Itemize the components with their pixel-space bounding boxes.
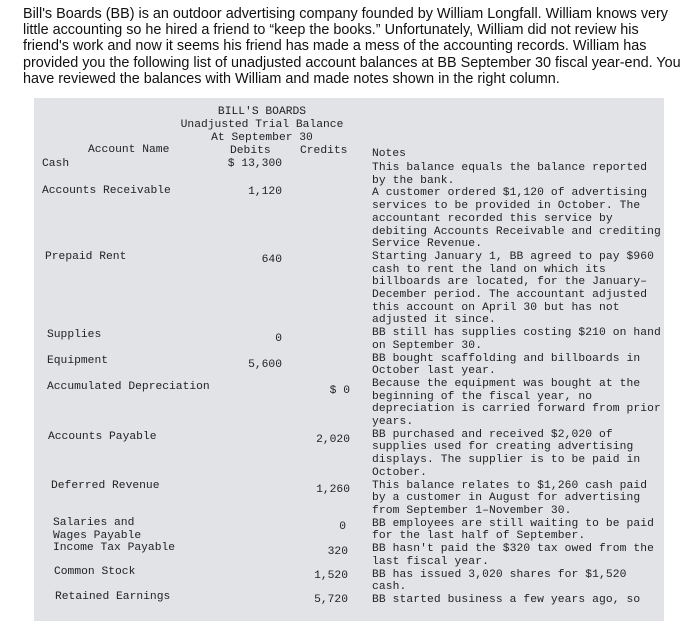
account-name: Retained Earnings xyxy=(55,591,171,603)
account-name: Common Stock xyxy=(54,566,136,578)
account-name: Accounts Receivable xyxy=(42,185,171,197)
account-name: Income Tax Payable xyxy=(53,542,176,554)
account-name: Accounts Payable xyxy=(48,431,157,443)
note: This balance relates to $1,260 cash paid by a customer in August for advertising from September 1–November 30. xyxy=(372,479,648,517)
account-name: Supplies xyxy=(47,329,102,341)
trial-balance-table: BILL'S BOARDS Unadjusted Trial Balance At September 30 Account Name Debits Credits Notes Cash Accounts Receivable Prepaid Rent Supplies Equipment Accumulated Depreciation Accounts Payable Deferred Revenue Salaries and Wages Payable Income Tax Payable Common Stock Retained Earnings $ 13,300 1,120 640 0 5,600 $ 0 2,020 1,260 0 320 1,520 5,720 This balance equals the balance reported by the bank. A customer ordered $1,120 of advertising services to be provided in October. The accountant recorded this service by debiting Accounts Receivable and crediting Service Revenue. Starting January 1, BB agreed to pay $960 cash to rent the land on which its billboards are located, for the January–December period. The accountant adjusted this account on April 30 but has not adjusted it since. BB still has supplies costing $210 on hand on September 30. BB bought scaffolding and billboards in October last year. Because the equipment was bought at the beginning of the fiscal year, no depreciation is carried forward from prior years. BB purchased and received $2,020 of supplies used for creating advertising displays. The supplier is to be paid in October. This balance relates to $1,260 cash paid by a customer in August for advertising from September 1–November 30. BB employees are still waiting to be paid for the last half of September. BB hasn't paid the $320 tax owed from the last fiscal year. BB has issued 3,020 shares for $1,520 cash. BB started business a few years ago, so xyxy=(34,98,664,621)
header-debits: Debits xyxy=(230,145,271,157)
credit-amount: 2,020 xyxy=(316,434,350,446)
note: BB employees are still waiting to be paid for the last half of September. xyxy=(372,517,655,543)
account-name: Cash xyxy=(42,158,70,170)
header-notes: Notes xyxy=(372,148,406,160)
note: A customer ordered $1,120 of advertising services to be provided in October. The accountant recorded this service by debiting Accounts Receivable and crediting Service Revenue. xyxy=(372,187,661,251)
credit-amount: 0 xyxy=(339,521,346,533)
note: BB purchased and received $2,020 of supplies used for creating advertising displays. The supplier is to be paid in October. xyxy=(372,428,641,479)
credit-amount: $ 0 xyxy=(329,385,350,397)
intro-paragraph: Bill's Boards (BB) is an outdoor advertising company founded by William Longfall. William knows very little accounting so he hired a friend to “keep the books.” Unfortunately, William did not review his friend's work and now it seems his friend has made a mess of the accounting records. William has provided you the following list of unadjusted account balances at BB September 30 fiscal year-end. You have reviewed the balances with William and made notes shown in the right column. xyxy=(23,6,681,87)
note: Because the equipment was bought at the beginning of the fiscal year, no depreciation is carried forward from prior years. xyxy=(372,377,661,429)
credit-amount: 5,720 xyxy=(314,594,348,606)
notes-column xyxy=(372,162,662,607)
debit-amount: 0 xyxy=(275,333,282,345)
note: BB still has supplies costing $210 on hand on September 30. xyxy=(372,327,661,352)
note: BB bought scaffolding and billboards in October last year. xyxy=(372,352,641,378)
note: Starting January 1, BB agreed to pay $960 cash to rent the land on which its billboards are located, for the January–December period. The accountant adjusted this account on April 30 but has not adjusted it since. xyxy=(372,250,655,327)
debit-amount: 640 xyxy=(261,254,282,266)
debit-amount: 1,120 xyxy=(248,186,282,198)
account-name: Salaries and Wages Payable xyxy=(53,517,142,542)
note: BB started business a few years ago, so xyxy=(372,593,641,606)
account-name: Prepaid Rent xyxy=(45,251,127,263)
credit-amount: 320 xyxy=(327,546,348,558)
account-name: Equipment xyxy=(47,355,109,367)
debit-amount: $ 13,300 xyxy=(227,158,282,170)
credit-amount: 1,520 xyxy=(314,570,348,582)
credit-amount: 1,260 xyxy=(316,484,350,496)
note: BB has issued 3,020 shares for $1,520 cash. xyxy=(372,568,627,594)
account-name: Accumulated Depreciation xyxy=(47,381,210,393)
debit-amount: 5,600 xyxy=(248,359,282,371)
note: BB hasn't paid the $320 tax owed from the last fiscal year. xyxy=(372,543,655,568)
header-credits: Credits xyxy=(300,145,348,157)
account-name: Deferred Revenue xyxy=(51,480,160,492)
header-account-name: Account Name xyxy=(88,144,170,156)
note: This balance equals the balance reported by the bank. xyxy=(372,162,648,187)
